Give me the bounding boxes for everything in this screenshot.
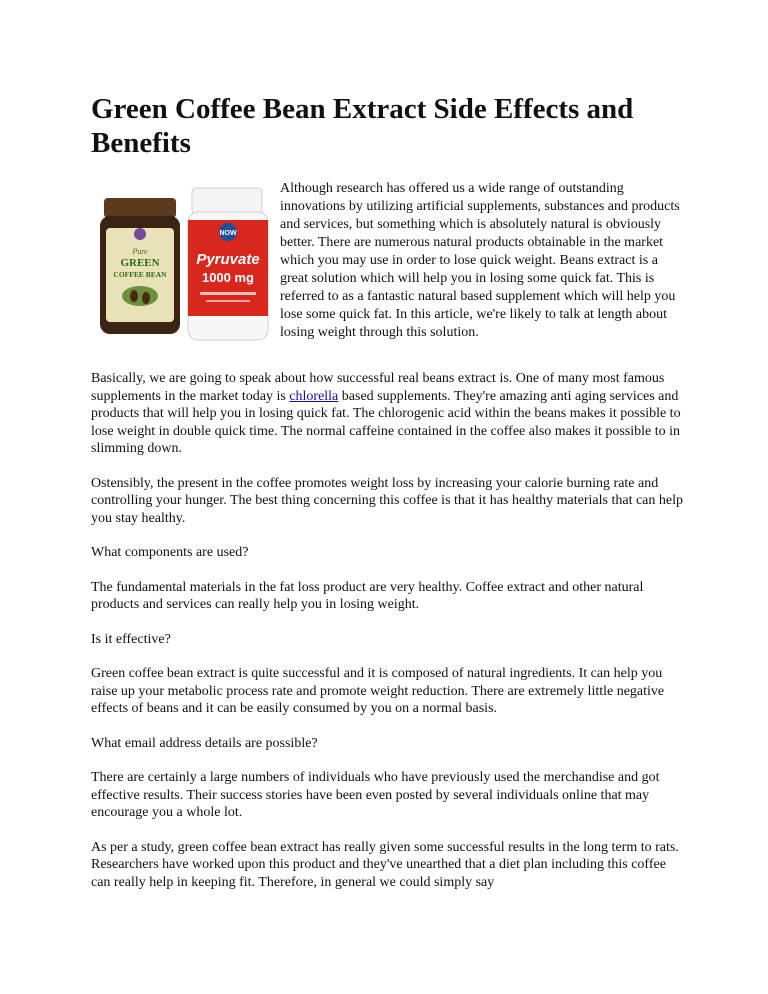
heading-components: What components are used? bbox=[91, 545, 249, 560]
page-title: Green Coffee Bean Extract Side Effects and Benefits bbox=[91, 93, 634, 159]
heading-results: What email address details are possible? bbox=[91, 735, 318, 751]
bottle-left-brand: Pure bbox=[132, 247, 148, 256]
paragraph-1-text-b: based supplements. They're amazing anti aging services and products that will help you in losing quick fat. The chlorogenic acid within the beans makes it possible to lose weight in double quick time. The normal caffeine contained in the coffee also makes it possible to in slimming down. bbox=[91, 388, 681, 456]
paragraph-1 bbox=[91, 370, 683, 458]
bottle-right-name: Pyruvate bbox=[196, 251, 260, 268]
paragraph-5: There are certainly a large numbers of individuals who have previously used the merchandise and got effective results. Their success stories have been even posted by several individuals online that may encourage you a whole lot. bbox=[91, 770, 660, 820]
intro-paragraph: Although research has offered us a wide range of outstanding innovations by utilizing artificial supplements, substances and products and services, but something which is absolutely natural is obviously better. There are numerous natural products obtainable in the market which you may use in order to lose quick weight. Beans extract is a great solution which will help you in losing some quick fat. This is referred to as a fantastic natural based supplement which will help you lose some quick fat. In this article, we're likely to talk at length about losing weight through this solution. bbox=[280, 181, 680, 340]
product-bottles-image bbox=[96, 186, 271, 346]
paragraph-6: As per a study, green coffee bean extract has really given some successful results in the long term to rats. Researchers have worked upon this product and they've unearthed that a diet plan including this coffee can really help in keeping fit. Therefore, in general we could simply say bbox=[91, 839, 679, 890]
bottle-right-dose: 1000 mg bbox=[201, 270, 255, 285]
chlorella-link[interactable]: chlorella bbox=[289, 388, 339, 404]
pyruvate-bottle bbox=[188, 188, 268, 340]
paragraph-1-text-a: Basically, we are going to speak about how successful real beans extract is. One of many most famous supplements in the market today is bbox=[91, 371, 665, 404]
heading-effective: Is it effective? bbox=[91, 631, 171, 647]
paragraph-4: Green coffee bean extract is quite successful and it is composed of natural ingredients. It can help you raise up your metabolic process rate and promote weight reduction. There are extremely little negative effects of beans and it can be easily consumed by you on a normal basis. bbox=[91, 666, 665, 716]
bottle-right-brand: NOW bbox=[219, 230, 237, 237]
bottle-left-name-2: COFFEE BEAN bbox=[113, 270, 167, 279]
green-coffee-bottle bbox=[100, 198, 180, 334]
paragraph-2: Ostensibly, the present in the coffee promotes weight loss by increasing your calorie burning rate and controlling your hunger. The best thing concerning this coffee is that it has healthy materials that can help you stay healthy. bbox=[91, 475, 683, 526]
paragraph-3: The fundamental materials in the fat loss product are very healthy. Coffee extract and other natural products and services can really help you in losing weight. bbox=[91, 579, 644, 612]
article-body bbox=[91, 370, 683, 908]
bottle-left-name-1: GREEN bbox=[120, 257, 160, 269]
